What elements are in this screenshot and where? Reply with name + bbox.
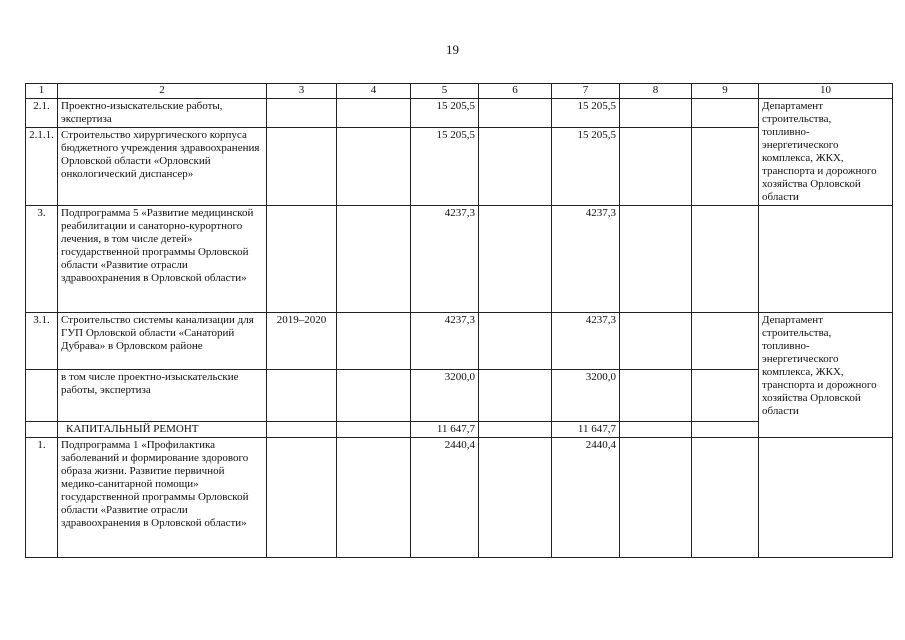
row-col4	[337, 370, 411, 422]
column-header: 9	[692, 84, 759, 99]
department-line: комплекса, ЖКХ,	[762, 152, 844, 164]
row-number: 3.1.	[26, 313, 58, 370]
row-description: Подпрограмма 5 «Развитие медицинской реабилитации и санаторно-курортного лечения, в том числе детей» государственной программы Орловской области «Развитие отрасли здравоохранения в Орловской области»	[58, 206, 267, 313]
row-col4	[337, 438, 411, 558]
row-period	[267, 206, 337, 313]
row-col6	[479, 206, 552, 313]
row-total: 15 205,5	[411, 99, 479, 128]
row-col9	[692, 313, 759, 370]
row-col7: 3200,0	[552, 370, 620, 422]
responsible-department	[759, 99, 893, 206]
row-col6	[479, 313, 552, 370]
row-col6	[479, 99, 552, 128]
department-line: Департамент	[762, 100, 824, 112]
row-period: 2019–2020	[267, 313, 337, 370]
row-col9	[692, 422, 759, 438]
row-col6	[479, 128, 552, 206]
row-number: 3.	[26, 206, 58, 313]
row-total: 4237,3	[411, 206, 479, 313]
responsible-department	[759, 313, 893, 438]
row-period	[267, 438, 337, 558]
row-col8	[620, 206, 692, 313]
department-line: топливно-	[762, 126, 810, 138]
department-line: строительства,	[762, 113, 832, 125]
row-col8	[620, 422, 692, 438]
row-col6	[479, 422, 552, 438]
row-col9	[692, 128, 759, 206]
row-col7: 4237,3	[552, 313, 620, 370]
department-line: области	[762, 405, 799, 417]
row-period	[267, 99, 337, 128]
row-total: 2440,4	[411, 438, 479, 558]
table-row	[26, 313, 893, 370]
row-total: 11 647,7	[411, 422, 479, 438]
column-header: 5	[411, 84, 479, 99]
row-number	[26, 422, 58, 438]
column-header: 3	[267, 84, 337, 99]
row-col7: 2440,4	[552, 438, 620, 558]
row-col9	[692, 99, 759, 128]
row-col9	[692, 370, 759, 422]
row-number: 1.	[26, 438, 58, 558]
row-number	[26, 370, 58, 422]
column-header: 6	[479, 84, 552, 99]
department-line: энергетического	[762, 139, 839, 151]
row-col4	[337, 206, 411, 313]
row-period	[267, 128, 337, 206]
column-header: 2	[58, 84, 267, 99]
row-col7: 11 647,7	[552, 422, 620, 438]
row-col8	[620, 99, 692, 128]
row-col7: 15 205,5	[552, 128, 620, 206]
column-header: 10	[759, 84, 893, 99]
table-row	[26, 99, 893, 128]
row-period	[267, 422, 337, 438]
row-total: 4237,3	[411, 313, 479, 370]
department-line: комплекса, ЖКХ,	[762, 366, 844, 378]
column-header: 4	[337, 84, 411, 99]
row-col10	[759, 206, 893, 313]
table-row	[26, 206, 893, 313]
column-header: 1	[26, 84, 58, 99]
row-col7: 15 205,5	[552, 99, 620, 128]
row-col6	[479, 370, 552, 422]
section-title: КАПИТАЛЬНЫЙ РЕМОНТ	[58, 422, 267, 438]
department-line: хозяйства Орловской	[762, 392, 861, 404]
row-description: Строительство системы канализации для ГУП Орловской области «Санаторий Дубрава» в Орловском районе	[58, 313, 267, 370]
row-col4	[337, 128, 411, 206]
row-description: Строительство хирургического корпуса бюджетного учреждения здравоохранения Орловской области «Орловский онкологический диспансер»	[58, 128, 267, 206]
column-header: 8	[620, 84, 692, 99]
row-number: 2.1.1.	[26, 128, 58, 206]
department-line: энергетического	[762, 353, 839, 365]
row-number: 2.1.	[26, 99, 58, 128]
column-header: 7	[552, 84, 620, 99]
row-description: Проектно-изыскательские работы, экспертиза	[58, 99, 267, 128]
table-row	[26, 438, 893, 558]
row-col7: 4237,3	[552, 206, 620, 313]
row-col4	[337, 313, 411, 370]
row-col10	[759, 438, 893, 558]
department-line: Департамент	[762, 314, 824, 326]
row-col9	[692, 206, 759, 313]
row-col8	[620, 128, 692, 206]
table-header-row	[26, 84, 893, 99]
row-col9	[692, 438, 759, 558]
department-line: топливно-	[762, 340, 810, 352]
row-col8	[620, 370, 692, 422]
department-line: хозяйства Орловской	[762, 178, 861, 190]
department-line: транспорта и дорожного	[762, 379, 877, 391]
department-line: строительства,	[762, 327, 832, 339]
row-col8	[620, 438, 692, 558]
page-number: 19	[446, 42, 459, 57]
row-col4	[337, 422, 411, 438]
row-total: 3200,0	[411, 370, 479, 422]
row-col6	[479, 438, 552, 558]
row-col4	[337, 99, 411, 128]
row-description: в том числе проектно-изыскательские работы, экспертиза	[58, 370, 267, 422]
department-line: области	[762, 191, 799, 203]
budget-table	[25, 83, 893, 558]
row-period	[267, 370, 337, 422]
row-col8	[620, 313, 692, 370]
row-description: Подпрограмма 1 «Профилактика заболеваний и формирование здорового образа жизни. Развитие первичной медико-санитарной помощи» государственной программы Орловской области «Развитие отрасли здравоохранения в Орловской области»	[58, 438, 267, 558]
department-line: транспорта и дорожного	[762, 165, 877, 177]
row-total: 15 205,5	[411, 128, 479, 206]
